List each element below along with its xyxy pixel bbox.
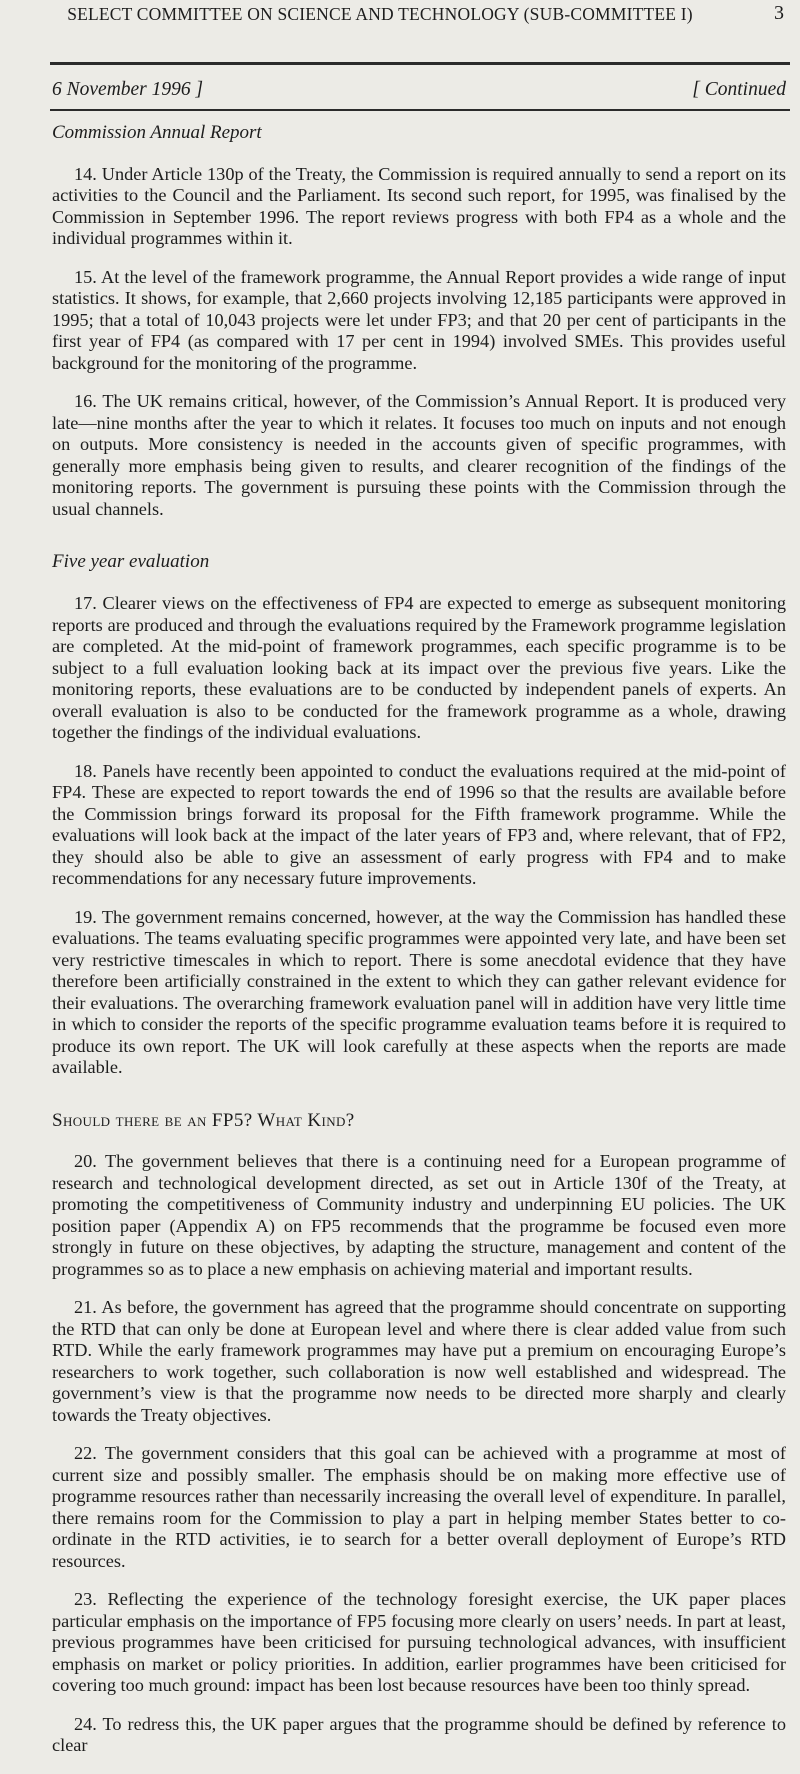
body-text	[52, 122, 786, 1774]
paragraph-18: 18. Panels have recently been appointed to conduct the evaluations required at the mid-point of FP4. These are expected to report towards the end of 1996 so that the results are available before the Commission brings forward its proposal for the Fifth framework programme. While the evaluations will look back at the impact of the later years of FP3 and, where relevant, that of FP2, they should also be able to give an assessment of early progress with FP4 and to make recommendations for any necessary future improvements.	[52, 760, 786, 889]
paragraph-21: 21. As before, the government has agreed that the programme should concentrate on supporting the RTD that can only be done at European level and where there is clear added value from such RTD. While the early framework programmes may have put a premium on encouraging Europe’s researchers to work together, such collaboration is now well established and widespread. The government’s view is that the programme now needs to be directed more sharply and clearly towards the Treaty objectives.	[52, 1297, 786, 1425]
date-label: 6 November 1996 ]	[52, 79, 204, 100]
section-heading-fp5: Should there be an FP5? What Kind?	[52, 1109, 355, 1131]
paragraph-15: 15. At the level of the framework programme, the Annual Report provides a wide range of input statistics. It shows, for example, that 2,660 projects involving 12,185 participants were approved in 1995; that a total of 10,043 projects were let under FP3; and that 20 per cent of participants in the first year of FP4 (as compared with 17 per cent in 1994) involved SMEs. This provides useful background for the monitoring of the programme.	[52, 266, 786, 373]
dateline-rule	[50, 109, 790, 111]
paragraph-14: 14. Under Article 130p of the Treaty, the Commission is required annually to send a report on its activities to the Council and the Parliament. Its second such report, for 1995, was finalised by the Commission in September 1996. The report reviews progress with both FP4 as a whole and the individual programmes within it.	[52, 163, 786, 249]
paragraph-23: 23. Reflecting the experience of the technology foresight exercise, the UK paper places particular emphasis on the importance of FP5 focusing more clearly on users’ needs. In part at least, previous programmes have been criticised for pursuing technological advances, with insufficient emphasis on market or policy priorities. In addition, earlier programmes have been criticised for covering too much ground: impact has been lost because resources have been too thinly spread.	[52, 1589, 786, 1696]
paragraph-24: 24. To redress this, the UK paper argues that the programme should be defined by reference to clear	[52, 1713, 786, 1756]
paragraph-19: 19. The government remains concerned, however, at the way the Commission has handled these evaluations. The teams evaluating specific programmes were appointed very late, and have been set very restrictive timescales in which to report. There is some anecdotal evidence that they have therefore been artificially constrained in the extent to which they can gather relevant evidence for their evaluations. The overarching framework evaluation panel will in addition have very little time in which to consider the reports of the specific programme evaluation teams before it is required to produce its own report. The UK will look carefully at these aspects when the reports are made available.	[52, 906, 786, 1078]
section-heading-evaluation: Five year evaluation	[52, 551, 210, 573]
paragraph-20: 20. The government believes that there is a continuing need for a European programme of research and technological development directed, as set out in Article 130f of the Treaty, at promoting the competitiveness of Community industry and underpinning EU policies. The UK position paper (Appendix A) on FP5 recommends that the programme be focused even more strongly in future on these objectives, by adapting the structure, management and content of the programmes so as to place a new emphasis on achieving material and important results.	[52, 1151, 786, 1279]
running-title: SELECT COMMITTEE ON SCIENCE AND TECHNOLOGY (SUB-COMMITTEE I)	[67, 4, 693, 24]
paragraph-16: 16. The UK remains critical, however, of the Commission’s Annual Report. It is produced very late—nine months after the year to which it relates. It focuses too much on inputs and not enough on outputs. More consistency is needed in the accounts given of specific programmes, with generally more emphasis being given to results, and clearer recognition of the findings of the monitoring reports. The government is pursuing these points with the Commission through the usual channels.	[52, 391, 786, 519]
page-number: 3	[774, 2, 784, 24]
header-rule	[50, 62, 790, 65]
dateline	[52, 79, 786, 101]
paragraph-17: 17. Clearer views on the effectiveness of FP4 are expected to emerge as subsequent monitoring reports are produced and through the evaluations required by the Framework programme legislation are completed. At the mid-point of framework programmes, each specific programme is to be subject to a full evaluation looking back at its impact over the previous five years. Like the monitoring reports, these evaluations are to be conducted by independent panels of experts. An overall evaluation is also to be conducted for the framework programme as a whole, drawing together the findings of the individual evaluations.	[52, 593, 786, 743]
section-heading-annual-report: Commission Annual Report	[52, 122, 262, 143]
continued-label: [ Continued	[692, 79, 786, 100]
paragraph-22: 22. The government considers that this goal can be achieved with a programme at most of current size and possibly smaller. The emphasis should be on making more effective use of programme resources rather than necessarily increasing the overall level of expenditure. In parallel, there remains room for the Commission to play a part in helping member States better to co-ordinate in the RTD activities, ie to search for a better overall deployment of Europe’s RTD resources.	[52, 1443, 786, 1571]
